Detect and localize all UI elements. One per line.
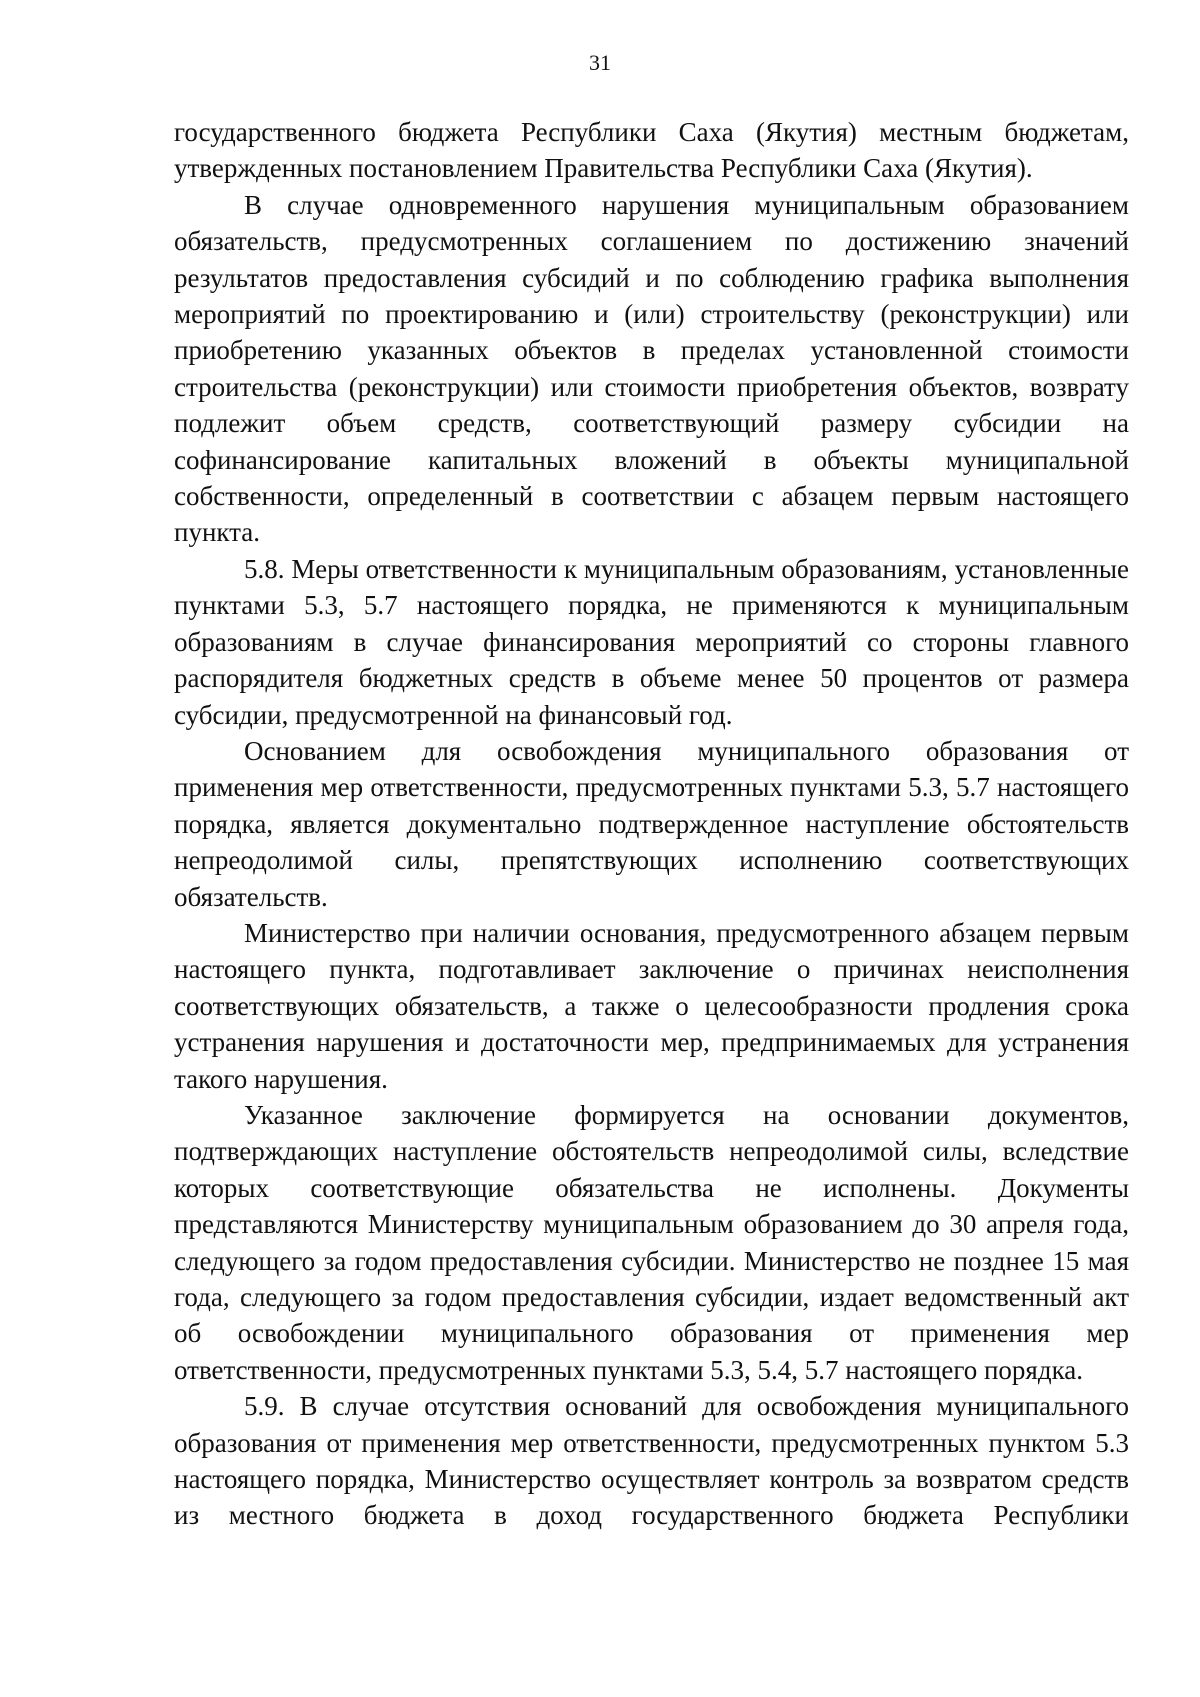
page-number: 31 (589, 50, 611, 75)
paragraph-clause-5-9: 5.9. В случае отсутствия оснований для освобождения муниципального образования от применения мер ответственности, предусмотренных пунктом 5.3 настоящего порядка, Министерство осуществляет контроль за возвратом средств из местного бюджета в доход государственного бюджета Республики (174, 1391, 1129, 1531)
document-body (174, 114, 1129, 1534)
paragraph-continuation: государственного бюджета Республики Саха (Якутия) местным бюджетам, утвержденных постановлением Правительства Республики Саха (Якутия). (174, 117, 1129, 184)
paragraph-clause-5-8: 5.8. Меры ответственности к муниципальным образованиям, установленные пунктами 5.3, 5.7 настоящего порядка, не применяются к муниципальным образованиям в случае финансирования мероприятий со стороны главного распорядителя бюджетных средств в объеме менее 50 процентов от размера субсидии, предусмотренной на финансовый год. (174, 553, 1129, 730)
paragraph-grounds-for-exemption: Основанием для освобождения муниципального образования от применения мер ответственности, предусмотренных пунктами 5.3, 5.7 настоящего порядка, является документально подтвержденное наступление обстоятельств непреодолимой силы, препятствующих исполнению соответствующих обязательств. (174, 735, 1129, 912)
paragraph-simultaneous-violation: В случае одновременного нарушения муниципальным образованием обязательств, предусмотренных соглашением по достижению значений результатов предоставления субсидий и по соблюдению графика выполнения мероприятий по проектированию и (или) строительству (реконструкции) или приобретению указанных объектов в пределах установленной стоимости строительства (реконструкции) или стоимости приобретения объектов, возврату подлежит объем средств, соответствующий размеру субсидии на софинансирование капитальных вложений в объекты муниципальной собственности, определенный в соответствии с абзацем первым настоящего пункта. (174, 189, 1129, 548)
paragraph-conclusion-basis: Указанное заключение формируется на основании документов, подтверждающих наступление обстоятельств непреодолимой силы, вследствие которых соответствующие обязательства не исполнены. Документы представляются Министерству муниципальным образованием до 30 апреля года, следующего за годом предоставления субсидии. Министерство не позднее 15 мая года, следующего за годом предоставления субсидии, издает ведомственный акт об освобождении муниципального образования от применения мер ответственности, предусмотренных пунктами 5.3, 5.4, 5.7 настоящего порядка. (174, 1099, 1129, 1385)
paragraph-ministry-conclusion: Министерство при наличии основания, предусмотренного абзацем первым настоящего пункта, подготавливает заключение о причинах неисполнения соответствующих обязательств, а также о целесообразности продления срока устранения нарушения и достаточности мер, предпринимаемых для устранения такого нарушения. (174, 917, 1129, 1094)
